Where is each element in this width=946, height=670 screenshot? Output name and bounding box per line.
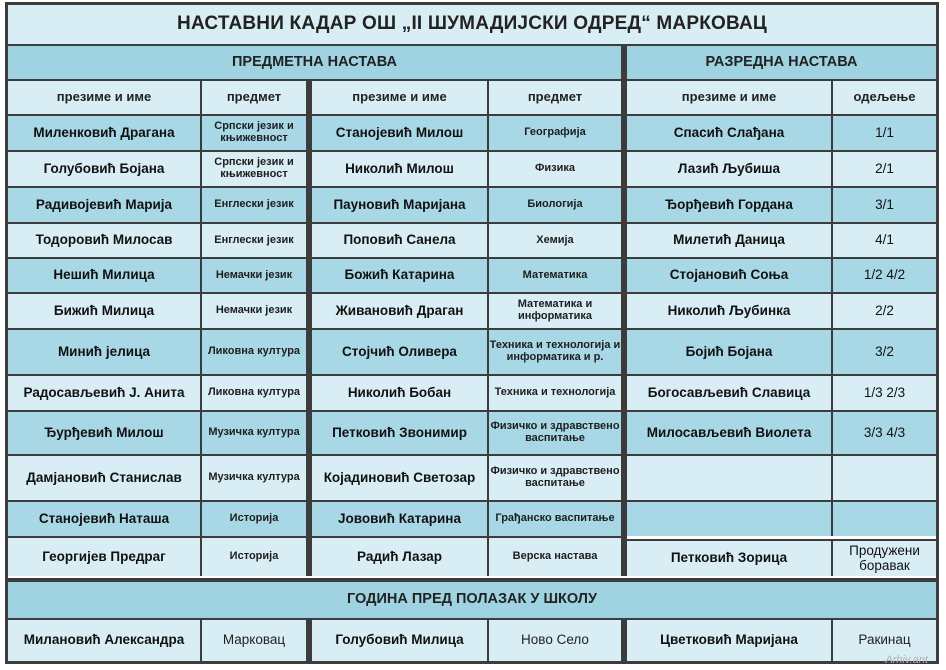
- subject-name: Српски језик и књижевност: [202, 116, 306, 150]
- class-label: 1/1: [833, 116, 936, 150]
- subject-teacher-name: Живановић Драган: [312, 294, 487, 328]
- header-name-right: презиме и име: [627, 81, 831, 114]
- class-label: 1/2 4/2: [833, 259, 936, 292]
- subject-name: Биологија: [489, 188, 621, 222]
- subject-teacher-name: Станојевић Милош: [312, 116, 487, 150]
- class-label: 3/1: [833, 188, 936, 222]
- subject-teacher-name: Радосављевић Ј. Анита: [8, 376, 200, 410]
- preschool-place-1: Марковац: [202, 620, 306, 661]
- subject-teacher-name: Станојевић Наташа: [8, 502, 200, 536]
- subject-name: Физика: [489, 152, 621, 186]
- class-teacher-name: Стојановић Соња: [627, 259, 831, 292]
- subject-name: Грађанско васпитање: [489, 502, 621, 536]
- preschool-section-title: ГОДИНА ПРЕД ПОЛАЗАК У ШКОЛУ: [8, 582, 936, 618]
- header-name-middle: презиме и име: [312, 81, 487, 114]
- subject-teacher-name: Тодоровић Милосав: [8, 224, 200, 257]
- page-title: НАСТАВНИ КАДАР ОШ „II ШУМАДИЈСКИ ОДРЕД“ МАРКОВАЦ: [8, 5, 936, 44]
- subject-teacher-name: Пауновић Маријана: [312, 188, 487, 222]
- subject-teacher-name: Радивојевић Марија: [8, 188, 200, 222]
- subject-name: Физичко и здравствено васпитање: [489, 456, 621, 500]
- class-label: [833, 456, 936, 500]
- staff-table: [5, 2, 939, 664]
- class-label: 3/2: [833, 330, 936, 374]
- class-teacher-name: Спасић Слађана: [627, 116, 831, 150]
- subject-name: Музичка култура: [202, 456, 306, 500]
- subject-teacher-name: Дамјановић Станислав: [8, 456, 200, 500]
- subject-name: Физичко и здравствено васпитање: [489, 412, 621, 454]
- class-label: 4/1: [833, 224, 936, 257]
- class-teacher-name: [627, 502, 831, 536]
- class-label: 3/3 4/3: [833, 412, 936, 454]
- header-name-left: презиме и име: [8, 81, 200, 114]
- subject-teacher-name: Радић Лазар: [312, 538, 487, 576]
- section-divider: [8, 576, 936, 578]
- subject-teacher-name: Минић јелица: [8, 330, 200, 374]
- subject-teacher-name: Поповић Санела: [312, 224, 487, 257]
- subject-name: Музичка култура: [202, 412, 306, 454]
- preschool-place-2: Ново Село: [489, 620, 621, 661]
- subject-name: Историја: [202, 538, 306, 576]
- subject-teacher-name: Нешић Милица: [8, 259, 200, 292]
- subject-name: Географија: [489, 116, 621, 150]
- extended-stay-label: Продужени боравак: [833, 541, 936, 576]
- subject-name: Ликовна култура: [202, 376, 306, 410]
- subject-teacher-name: Којадиновић Светозар: [312, 456, 487, 500]
- subject-teacher-name: Ђурђевић Милош: [8, 412, 200, 454]
- class-label: 2/1: [833, 152, 936, 186]
- subject-teacher-name: Петковић Звонимир: [312, 412, 487, 454]
- preschool-teacher-name-3: Цветковић Маријана: [627, 620, 831, 661]
- class-teacher-name: Ђорђевић Гордана: [627, 188, 831, 222]
- subject-name: Енглески језик: [202, 188, 306, 222]
- header-subject-middle: предмет: [489, 81, 621, 114]
- class-teacher-name: Лазић Љубиша: [627, 152, 831, 186]
- subject-teacher-name: Божић Катарина: [312, 259, 487, 292]
- subject-name: Ликовна култура: [202, 330, 306, 374]
- subject-teacher-name: Јововић Катарина: [312, 502, 487, 536]
- class-label: [833, 502, 936, 536]
- class-teacher-name: Богосављевић Славица: [627, 376, 831, 410]
- class-teacher-name: Бојић Бојана: [627, 330, 831, 374]
- subject-teacher-name: Миленковић Драгана: [8, 116, 200, 150]
- class-teacher-name: [627, 456, 831, 500]
- extended-stay-teacher-name: Петковић Зорица: [627, 541, 831, 576]
- extended-stay-divider: [627, 536, 936, 539]
- preschool-teacher-name-2: Голубовић Милица: [312, 620, 487, 661]
- subject-teacher-name: Голубовић Бојана: [8, 152, 200, 186]
- class-label: 1/3 2/3: [833, 376, 936, 410]
- watermark-text: Arhiv.ant: [885, 654, 928, 666]
- subject-name: Математика: [489, 259, 621, 292]
- subject-name: Техника и технологија: [489, 376, 621, 410]
- subject-name: Математика и информатика: [489, 294, 621, 328]
- subject-name: Енглески језик: [202, 224, 306, 257]
- class-teacher-name: Милетић Даница: [627, 224, 831, 257]
- header-subject-left: предмет: [202, 81, 306, 114]
- subject-teacher-name: Георгијев Предраг: [8, 538, 200, 576]
- subject-name: Техника и технологија и информатика и р.: [489, 330, 621, 374]
- preschool-teacher-name-1: Милановић Александра: [8, 620, 200, 661]
- class-label: 2/2: [833, 294, 936, 328]
- subject-name: Хемија: [489, 224, 621, 257]
- subject-name: Немачки језик: [202, 294, 306, 328]
- class-section-title: РАЗРЕДНА НАСТАВА: [627, 46, 936, 79]
- header-class-right: одељење: [833, 81, 936, 114]
- class-teacher-name: Милосављевић Виолета: [627, 412, 831, 454]
- subject-teacher-name: Николић Бобан: [312, 376, 487, 410]
- subject-name: Верска настава: [489, 538, 621, 576]
- subject-name: Немачки језик: [202, 259, 306, 292]
- subject-name: Српски језик и књижевност: [202, 152, 306, 186]
- subject-teacher-name: Стојчић Оливера: [312, 330, 487, 374]
- subject-section-title: ПРЕДМЕТНА НАСТАВА: [8, 46, 621, 79]
- subject-teacher-name: Николић Милош: [312, 152, 487, 186]
- subject-name: Историја: [202, 502, 306, 536]
- preschool-place-3: Ракинац: [833, 620, 936, 661]
- subject-teacher-name: Бижић Милица: [8, 294, 200, 328]
- class-teacher-name: Николић Љубинка: [627, 294, 831, 328]
